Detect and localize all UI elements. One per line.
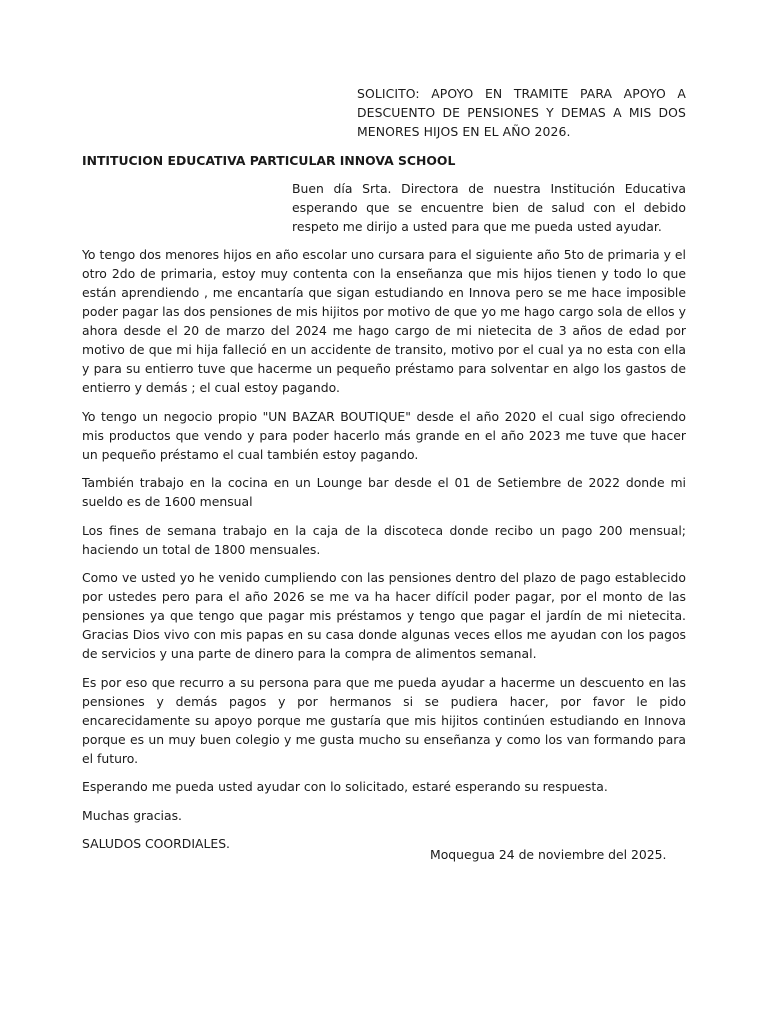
paragraph-regards: SALUDOS COORDIALES. bbox=[82, 836, 230, 851]
paragraph-awaiting: Esperando me pueda usted ayudar con lo solicitado, estaré esperando su respuesta. bbox=[82, 779, 608, 794]
paragraph-job: También trabajo en la cocina en un Lounge bar desde el 01 de Setiembre de 2022 donde mi sueldo es de 1600 mensual bbox=[82, 475, 686, 509]
paragraph-business: Yo tengo un negocio propio "UN BAZAR BOUTIQUE" desde el año 2020 el cual sigo ofreciendo mis productos que vendo y para poder hacerlo más grande en el año 2023 me tuve que hacer un pequeño préstamo el cual también estoy pagando. bbox=[82, 408, 686, 462]
letter-place-date: Moquegua 24 de noviembre del 2025. bbox=[430, 847, 667, 862]
letter-body bbox=[82, 245, 686, 863]
letter-subject: SOLICITO: APOYO EN TRAMITE PARA APOYO A DESCUENTO DE PENSIONES Y DEMAS A MIS DOS MENORES HIJOS EN EL AÑO 2026. bbox=[357, 86, 686, 139]
paragraph-thanks: Muchas gracias. bbox=[82, 807, 182, 823]
paragraph-request: Es por eso que recurro a su persona para que me pueda ayudar a hacerme un descuento en las pensiones y demás pagos y por hermanos si se pudiera hacer, por favor le pido encarecidamente su apoyo porque me gustaría que mis hijitos continúen estudiando en Innova porque es un muy buen colegio y me gusta mucho su enseñanza y como los van formando para el futuro. bbox=[82, 674, 686, 766]
letter-greeting: Buen día Srta. Directora de nuestra Institución Educativa esperando que se encuentre bien de salud con el debido respeto me dirijo a usted para que me pueda usted ayudar. bbox=[292, 181, 686, 234]
paragraph-weekend-job: Los fines de semana trabajo en la caja de la discoteca donde recibo un pago 200 mensual; haciendo un total de 1800 mensuales. bbox=[82, 522, 686, 557]
paragraph-family: Yo tengo dos menores hijos en año escolar uno cursara para el siguiente año 5to de primaria y el otro 2do de primaria, estoy muy contenta con la enseñanza que mis hijos tienen y todo lo que están aprendiendo , me encantaría que sigan estudiando en Innova pero se me hace imposible poder pagar las dos pensiones de mis hijitos por motivo de que yo me hago cargo sola de ellos y ahora desde el 20 de marzo del 2024 me hago cargo de mi nietecita de 3 años de edad por motivo de que mi hija falleció en un accidente de transito, motivo por el cual ya no esta con ella y para su entierro tuve que hacerme un pequeño préstamo para solventar en algo los gastos de entierro y demás ; el cual estoy pagando. bbox=[82, 247, 686, 395]
paragraph-payments: Como ve usted yo he venido cumpliendo con las pensiones dentro del plazo de pago establecido por ustedes pero para el año 2026 se me va ha hacer difícil poder pagar, por el monto de las pensiones ya que tengo que pagar mis préstamos y tengo que pagar el jardín de mi nietecita. Gracias Dios vivo con mis papas en su casa donde algunas veces ellos me ayudan con los pagos de servicios y una parte de dinero para la compra de alimentos semanal. bbox=[82, 570, 686, 661]
letter-recipient: INTITUCION EDUCATIVA PARTICULAR INNOVA SCHOOL bbox=[82, 153, 456, 168]
